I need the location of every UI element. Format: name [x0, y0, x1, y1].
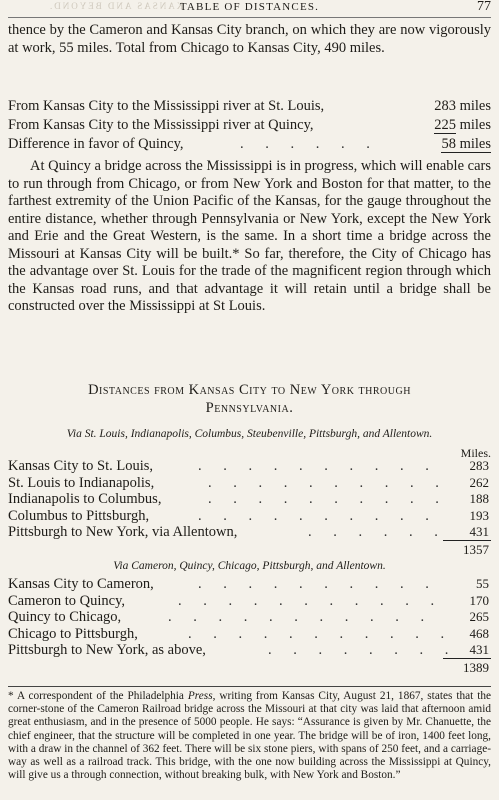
miles-header: Miles.: [460, 446, 491, 460]
dot-leader: . . . . . . . . . .: [198, 576, 438, 592]
row-miles: 188: [469, 491, 489, 506]
dot-leader: . . . . . . . . . . .: [188, 625, 454, 642]
table-row: [8, 576, 491, 593]
table-row: [8, 626, 491, 643]
row-miles: 55: [476, 576, 489, 591]
comparison-label: Difference in favor of Quincy,: [8, 136, 184, 152]
table-row: [8, 609, 491, 626]
running-header: [8, 0, 491, 18]
dot-leader: . . . . . .: [308, 524, 447, 540]
table-row: [8, 642, 491, 659]
footnote: [8, 690, 491, 782]
dot-leader: . . . . . . . . . .: [198, 458, 438, 474]
page-number: 77: [477, 0, 491, 14]
dot-leader: . . . . . .: [240, 136, 379, 152]
route2-table: [8, 576, 491, 659]
section-heading-line1: Distances from Kansas City to New York through: [88, 382, 411, 398]
comparison-value: 58 miles: [441, 136, 491, 152]
table-row: [8, 593, 491, 610]
dot-leader: . . . . . . . . . .: [198, 507, 438, 524]
dot-leader: . . . . . . . . . .: [208, 491, 448, 507]
comparison-row-difference: [8, 136, 491, 154]
running-title: TABLE OF DISTANCES.: [179, 1, 320, 13]
route2-via: Via Cameron, Quincy, Chicago, Pittsburgh, and Allentown.: [113, 560, 386, 572]
total-rule: [443, 658, 491, 659]
row-label: Pittsburgh to New York, as above,: [8, 642, 206, 658]
row-miles: 193: [469, 507, 489, 523]
row-label: Indianapolis to Columbus,: [8, 491, 162, 507]
footnote-newspaper-name: Press: [187, 690, 213, 702]
dot-leader: . . . . . . . . . .: [208, 474, 448, 491]
table-row: [8, 475, 491, 492]
intro-paragraph: thence by the Cameron and Kansas City branch, on which they are now vigorously at work, 55 miles. Total from Chicago to Kansas City, 490 miles.: [8, 22, 491, 56]
footnote-rule: [8, 686, 491, 687]
comparison-row-st-louis: [8, 98, 491, 116]
comparison-value-number: 225: [434, 117, 456, 133]
main-paragraph: At Quincy a bridge across the Mississippi is in progress, which will enable cars to run through from Chicago, or from New York and Boston for that matter, to the farthest extremity of the Union Pacific of the Kansas, for the gauge throughout the entire distance, whether through Pennsylvania or New York, except the New York and Erie and the Great Western, is the same. In a short time a bridge across the Missouri at Kansas City will be built.* So far, therefore, the City of Chicago has the advantage over St. Louis for the trade of the magnificent region through which the Kansas road runs, and that advantage it will retain until a bridge shall be constructed over the Mississippi at St Louis.: [8, 158, 491, 314]
row-miles: 468: [469, 625, 489, 641]
row-miles: 283: [469, 458, 489, 473]
table-row: [8, 491, 491, 508]
row-miles: 262: [469, 474, 489, 490]
footnote-text: * A correspondent of the Philadelphia: [8, 690, 188, 702]
comparison-value-unit: miles: [455, 117, 491, 133]
row-label: Kansas City to Cameron,: [8, 576, 154, 592]
row-label: Chicago to Pittsburgh,: [8, 625, 138, 642]
row-label: Quincy to Chicago,: [8, 609, 122, 625]
comparison-value: 283 miles: [434, 98, 491, 114]
row-label: St. Louis to Indianapolis,: [8, 474, 155, 491]
dot-leader: . . . . . . . .: [268, 642, 458, 658]
table-row: [8, 508, 491, 525]
route1-via: Via St. Louis, Indianapolis, Columbus, Steubenville, Pittsburgh, and Allentown.: [66, 428, 433, 440]
table-row: [8, 458, 491, 475]
row-label: Cameron to Quincy,: [8, 592, 126, 609]
row-miles: 265: [469, 609, 489, 624]
bleed-through-text: KANSAS AND BEYOND.: [48, 1, 184, 11]
comparison-value: [434, 117, 491, 134]
row-miles: 431: [469, 642, 489, 657]
footnote-text: , writing from Kansas City, August 21, 1867, states that the corner-stone of the Cameron Railroad bridge across the Missouri at that city was laid that afternoon amid great enthusiasm, and in the presence of 5000 people. He says: “Assurance is given by Mr. Chanuette, the chief engineer, that the structure will be completed in one year. The bridge will be of iron, 1400 feet long, with a draw in the channel of 362 feet. There will be six stone piers, with spans of 250 feet, and a carriage-way as well as a railroad track. This bridge, with the one now building across the Mississippi at Quincy, will give us a through connection, without breaking bulk, with New York and Boston.”: [8, 690, 492, 782]
comparison-row-quincy: [8, 117, 491, 135]
total-rule: [443, 540, 491, 541]
row-label: Kansas City to St. Louis,: [8, 458, 154, 474]
row-label: Pittsburgh to New York, via Allentown,: [8, 524, 238, 540]
section-heading: [8, 381, 491, 417]
route2-total: 1389: [463, 660, 489, 675]
row-miles: 431: [469, 524, 489, 539]
dot-leader: . . . . . . . . . . .: [178, 592, 444, 609]
table-row: [8, 524, 491, 541]
header-rule: [8, 17, 491, 18]
dot-leader: . . . . . . . . . . .: [168, 609, 434, 625]
row-miles: 170: [469, 592, 489, 608]
route1-total: 1357: [463, 542, 489, 557]
route1-table: [8, 458, 491, 541]
row-label: Columbus to Pittsburgh,: [8, 507, 150, 524]
comparison-label: From Kansas City to the Mississippi river at St. Louis,: [8, 98, 325, 114]
comparison-label: From Kansas City to the Mississippi river at Quincy,: [8, 117, 314, 133]
section-heading-line2: Pennsylvania.: [205, 400, 294, 416]
